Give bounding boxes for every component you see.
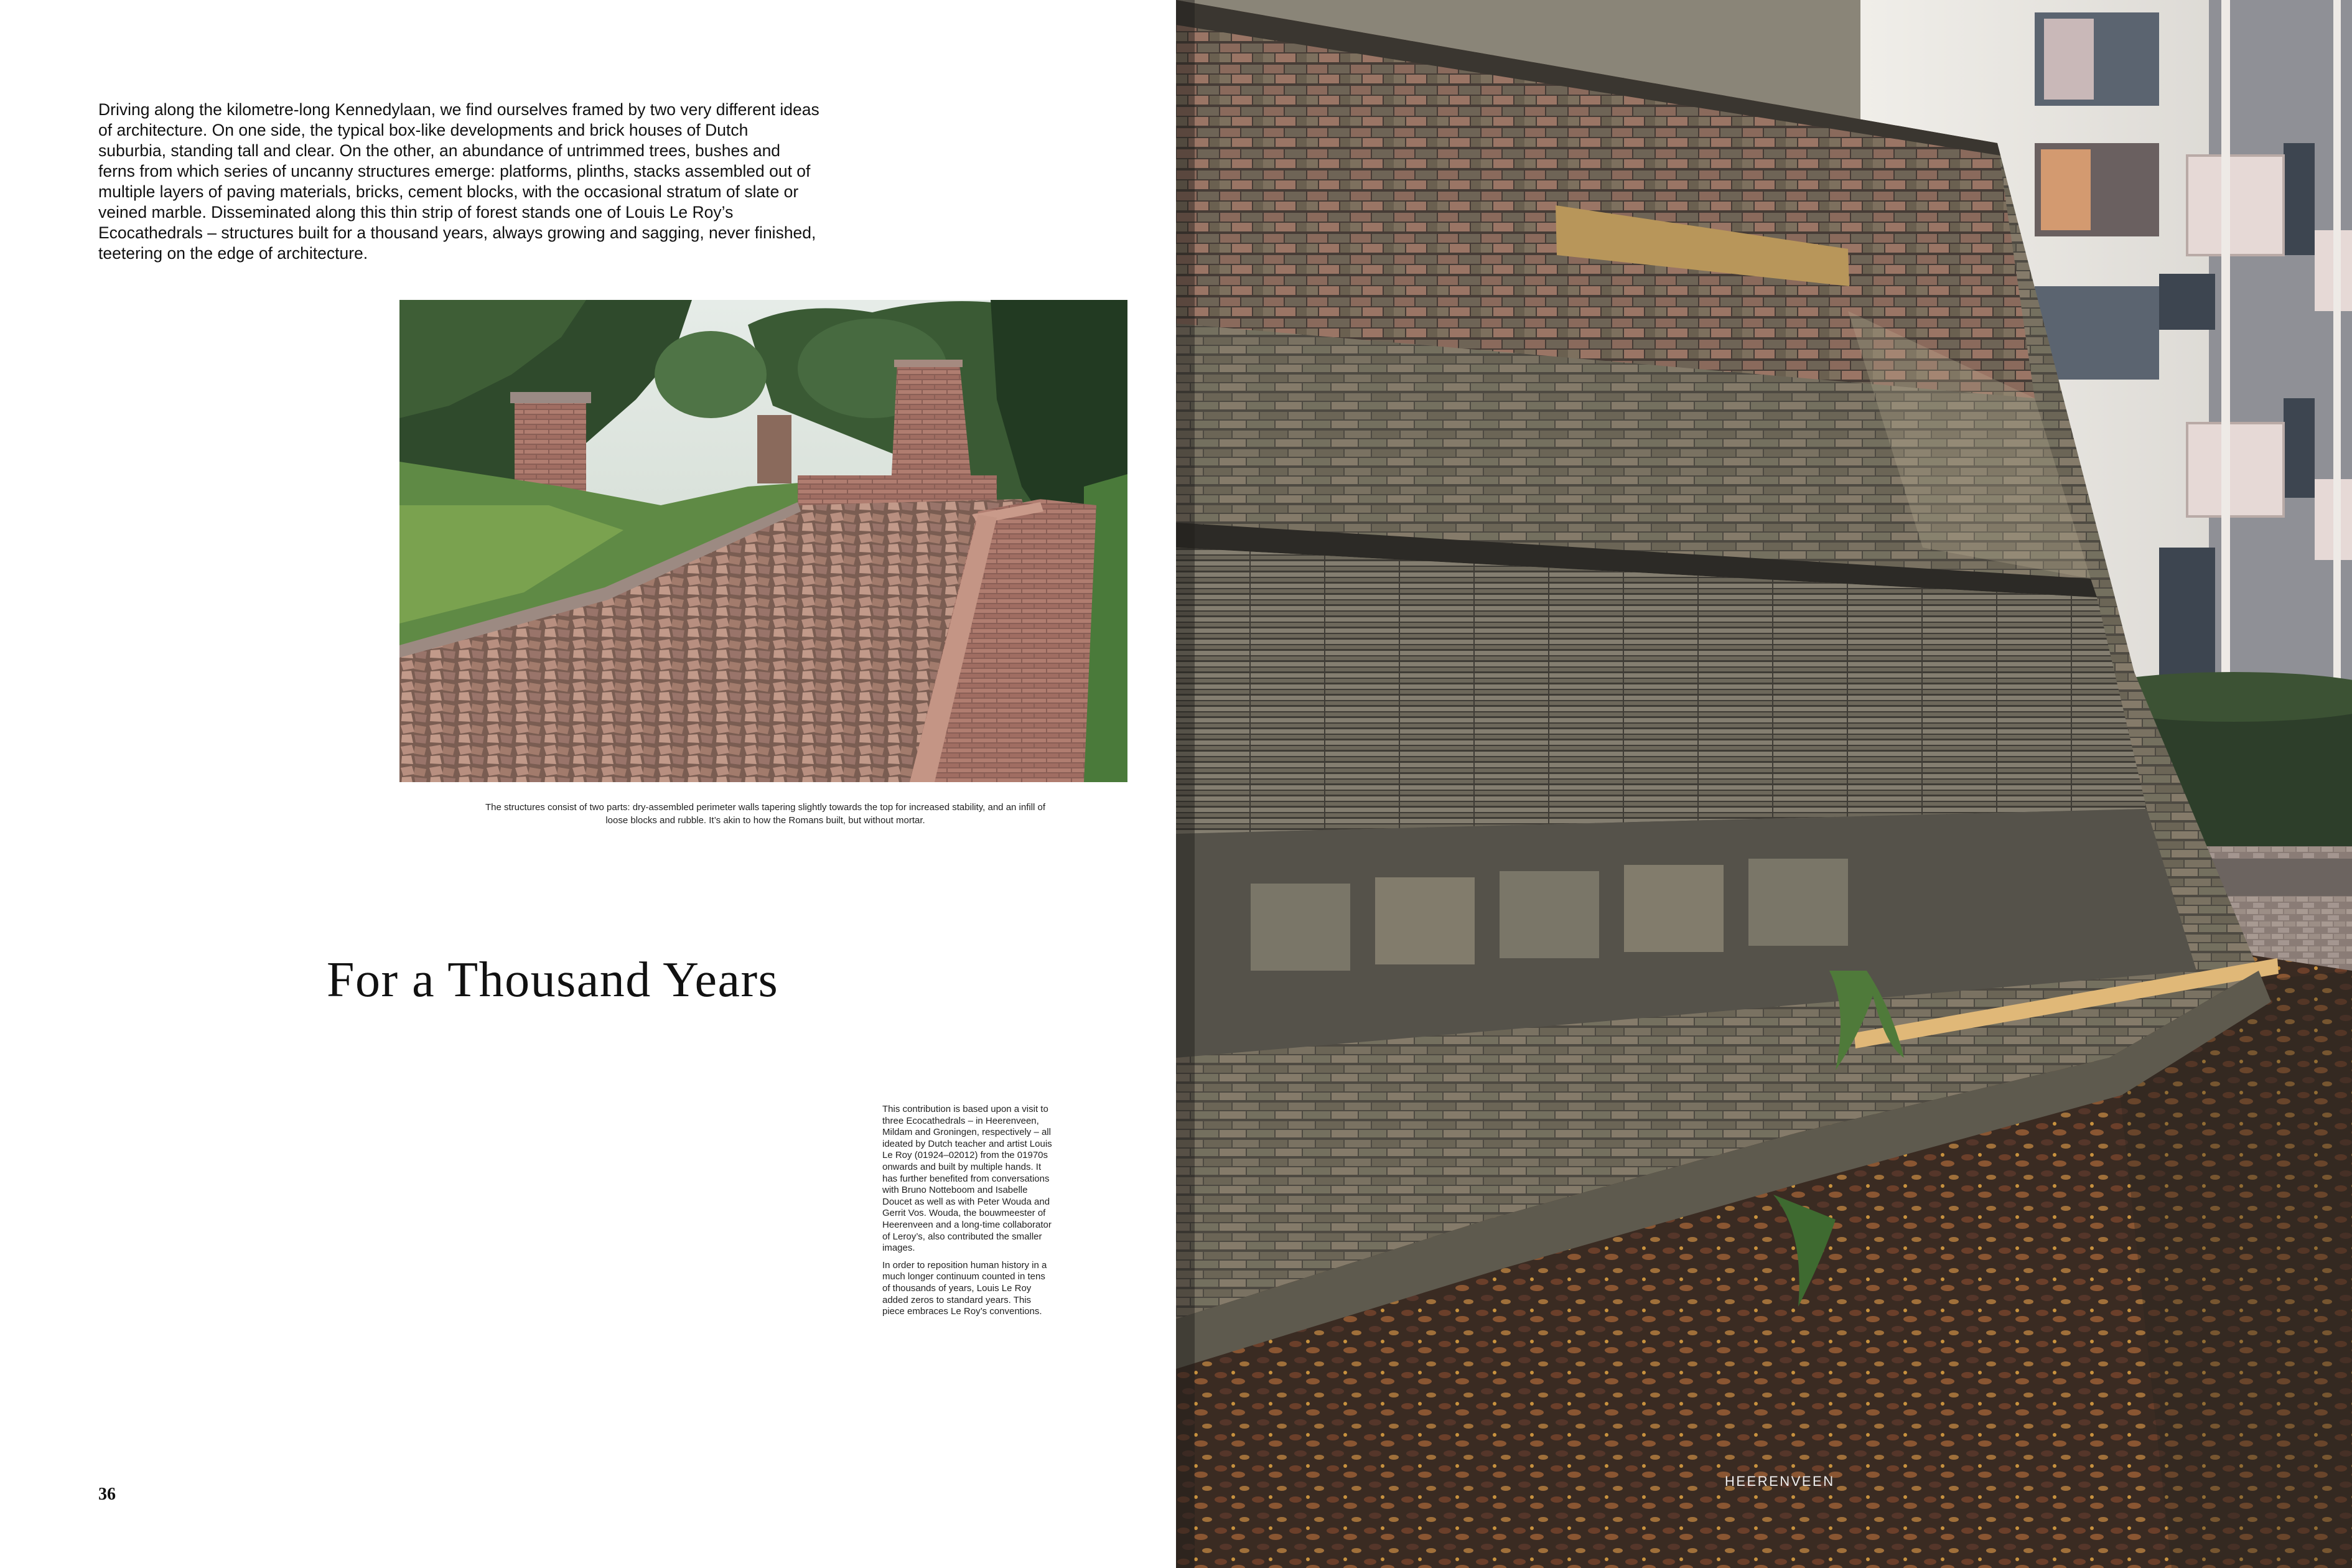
right-page xyxy=(1176,0,2352,1568)
photo-caption: The structures consist of two parts: dry-assembled perimeter walls tapering slightly towards the top for increased stability, and an infill of loose blocks and rubble. It’s akin to how the Romans built, but without mortar. xyxy=(485,802,1046,826)
side-notes xyxy=(882,1104,1053,1323)
notes-paragraph-2: In order to reposition human history in a much longer continuum counted in tens of thousands of years, Louis Le Roy added zeros to standard years. This piece embraces Le Roy’s conventions. xyxy=(882,1259,1047,1317)
location-label: HEERENVEEN xyxy=(1725,1473,1835,1489)
intro-paragraph: Driving along the kilometre-long Kennedylaan, we find ourselves framed by two very different ideas of architecture. On one side, the typical box-like developments and brick houses of Dutch suburbia, standing tall and clear. On the other, an abundance of untrimmed trees, bushes and ferns from which series of uncanny structures emerge: platforms, plinths, stacks assembled out of multiple layers of paving materials, bricks, cement blocks, with the occasional stratum of slate or veined marble. Disseminated along this thin strip of forest stands one of Louis Le Roy’s Ecocathedrals – structures built for a thousand years, always growing and sagging, never finished, teetering on the edge of architecture. xyxy=(98,100,819,263)
heerenveen-wall-photo xyxy=(1176,0,2352,1568)
notes-paragraph-1: This contribution is based upon a visit to three Ecocathedrals – in Heerenveen, Mildam and Groningen, respectively – all ideated by Dutch teacher and artist Louis Le Roy (01924–02012) from the 01970s onwards and built by multiple hands. It has further benefited from conversations with Bruno Notteboom and Isabelle Doucet as well as with Peter Wouda and Gerrit Vos. Wouda, the bouwmeester of Heerenveen and a long-time collaborator of Leroy’s, also contributed the smaller images. xyxy=(882,1104,1052,1254)
article-title: For a Thousand Years xyxy=(327,953,779,1007)
ecocathedral-forest-photo xyxy=(399,300,1127,782)
page-number: 36 xyxy=(98,1485,116,1504)
